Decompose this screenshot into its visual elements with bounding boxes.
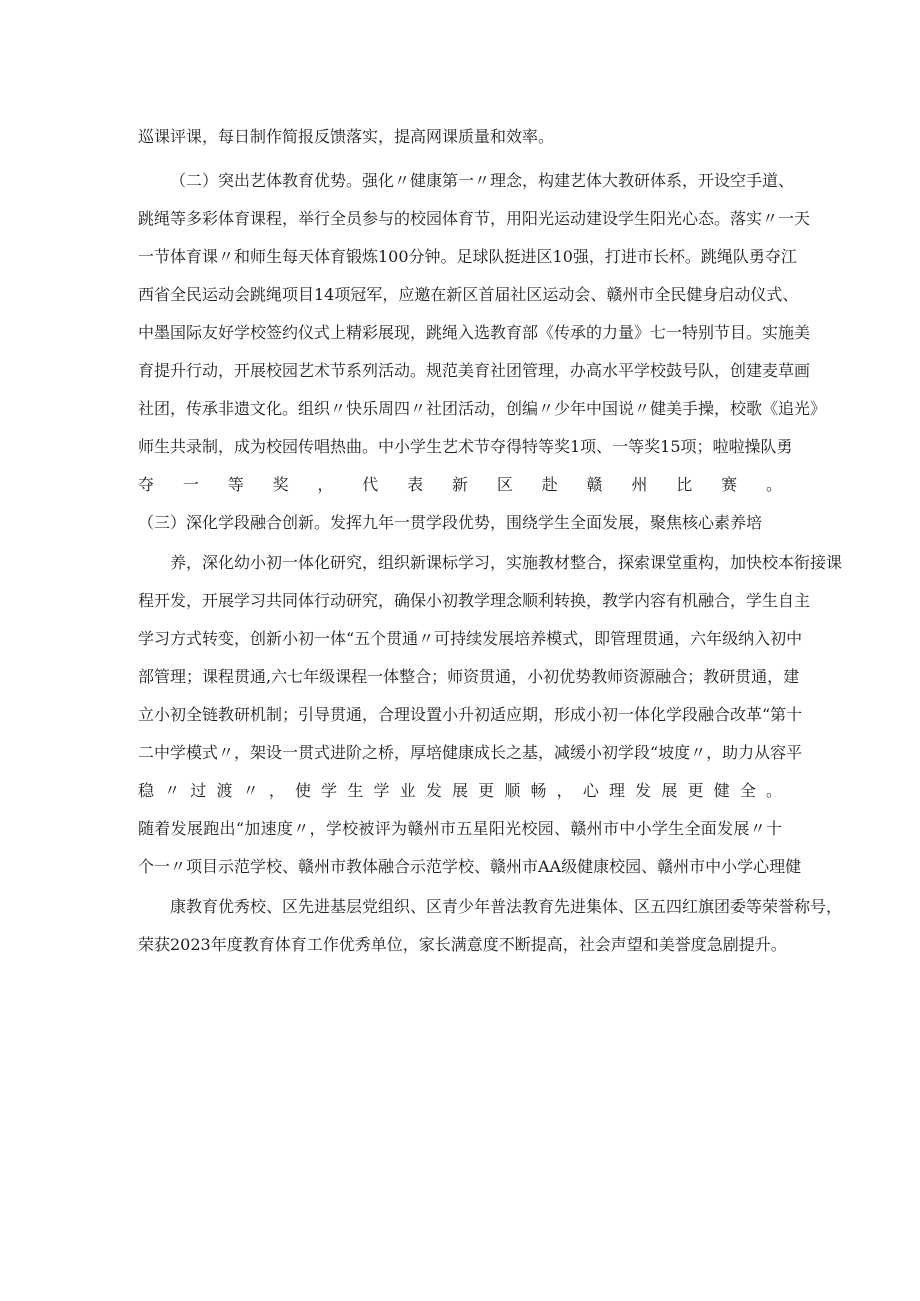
text-line	[138, 966, 782, 1000]
text-line: 随着发展跑出“加速度〃，学校被评为赣州市五星阳光校园、赣州市中小学生全面发展〃十	[138, 819, 782, 838]
text-line: 夺一等奖，代表新区赴赣州比赛。	[138, 475, 782, 494]
text-line: 二中学模式〃，架设一贯式进阶之桥，厚培健康成长之基，减缓小初学段“坡度〃，助力从容平	[138, 743, 803, 762]
text-line: 中墨国际友好学校签约仪式上精彩展现，跳绳入选教育部《传承的力量》七一特别节目。实施美	[138, 323, 811, 342]
paragraph-heading-line: 养，深化幼小初一体化研究，组织新课标学习，实施教材整合，探索课堂重构，加快校本衔接课	[170, 553, 843, 572]
text-line: 巡课评课，每日制作简报反馈落实，提高网课质量和效率。	[138, 127, 555, 146]
text-line: 西省全民运动会跳绳项目14项冠军，应邀在新区首届社区运动会、赣州市全民健身启动仪式、	[138, 285, 799, 304]
text-line: 个一〃项目示范学校、赣州市教体融合示范学校、赣州市AA级健康校园、赣州市中小学心理健	[138, 857, 802, 876]
text-line: 一节体育课〃和师生每天体育锻炼100分钟。足球队挺进区10强，打进市长杯。跳绳队勇夺江	[138, 247, 797, 266]
text-line: 跳绳等多彩体育课程，举行全员参与的校园体育节，用阳光运动建设学生阳光心态。落实〃一天	[138, 209, 811, 228]
text-line: 学习方式转变，创新小初一体“五个贯通〃可持续发展培养模式，即管理贯通，六年级纳入初中	[138, 629, 803, 648]
text-line: 康教育优秀校、区先进基层党组织、区青少年普法教育先进集体、区五四红旗团委等荣誉称号，	[170, 897, 843, 916]
text-line: 师生共录制，成为校园传唱热曲。中小学生艺术节夺得特等奖1项、一等奖15项；啦啦操队勇	[138, 437, 793, 456]
text-line: 社团，传承非遗文化。组织〃快乐周四〃社团活动，创编〃少年中国说〃健美手操，校歌《追光》	[138, 399, 827, 418]
text-line: 程开发，开展学习共同体行动研究，确保小初教学理念顺利转换，教学内容有机融合，学生自主	[138, 591, 811, 610]
text-line	[138, 1004, 782, 1038]
text-line: 稳〃过渡〃，使学生学业发展更顺畅，心理发展更健全。	[138, 781, 782, 800]
text-line: 荣获2023年度教育体育工作优秀单位，家长满意度不断提高，社会声望和美誉度急剧提升。	[138, 935, 787, 954]
text-line: 部管理；课程贯通,六七年级课程一体整合；师资贯通，小初优势教师资源融合；教研贯通，建	[138, 667, 800, 686]
text-line: （三）深化学段融合创新。发挥九年一贯学段优势，围绕学生全面发展，聚焦核心素养培	[138, 513, 763, 532]
paragraph-heading-line: （二）突出艺体教育优势。强化〃健康第一〃理念，构建艺体大教研体系，开设空手道、	[170, 171, 795, 190]
text-line: 育提升行动，开展校园艺术节系列活动。规范美育社团管理，办高水平学校鼓号队，创建麦草画	[138, 361, 811, 380]
text-line: 立小初全链教研机制；引导贯通，合理设置小升初适应期，形成小初一体化学段融合改革“第十	[138, 705, 803, 724]
